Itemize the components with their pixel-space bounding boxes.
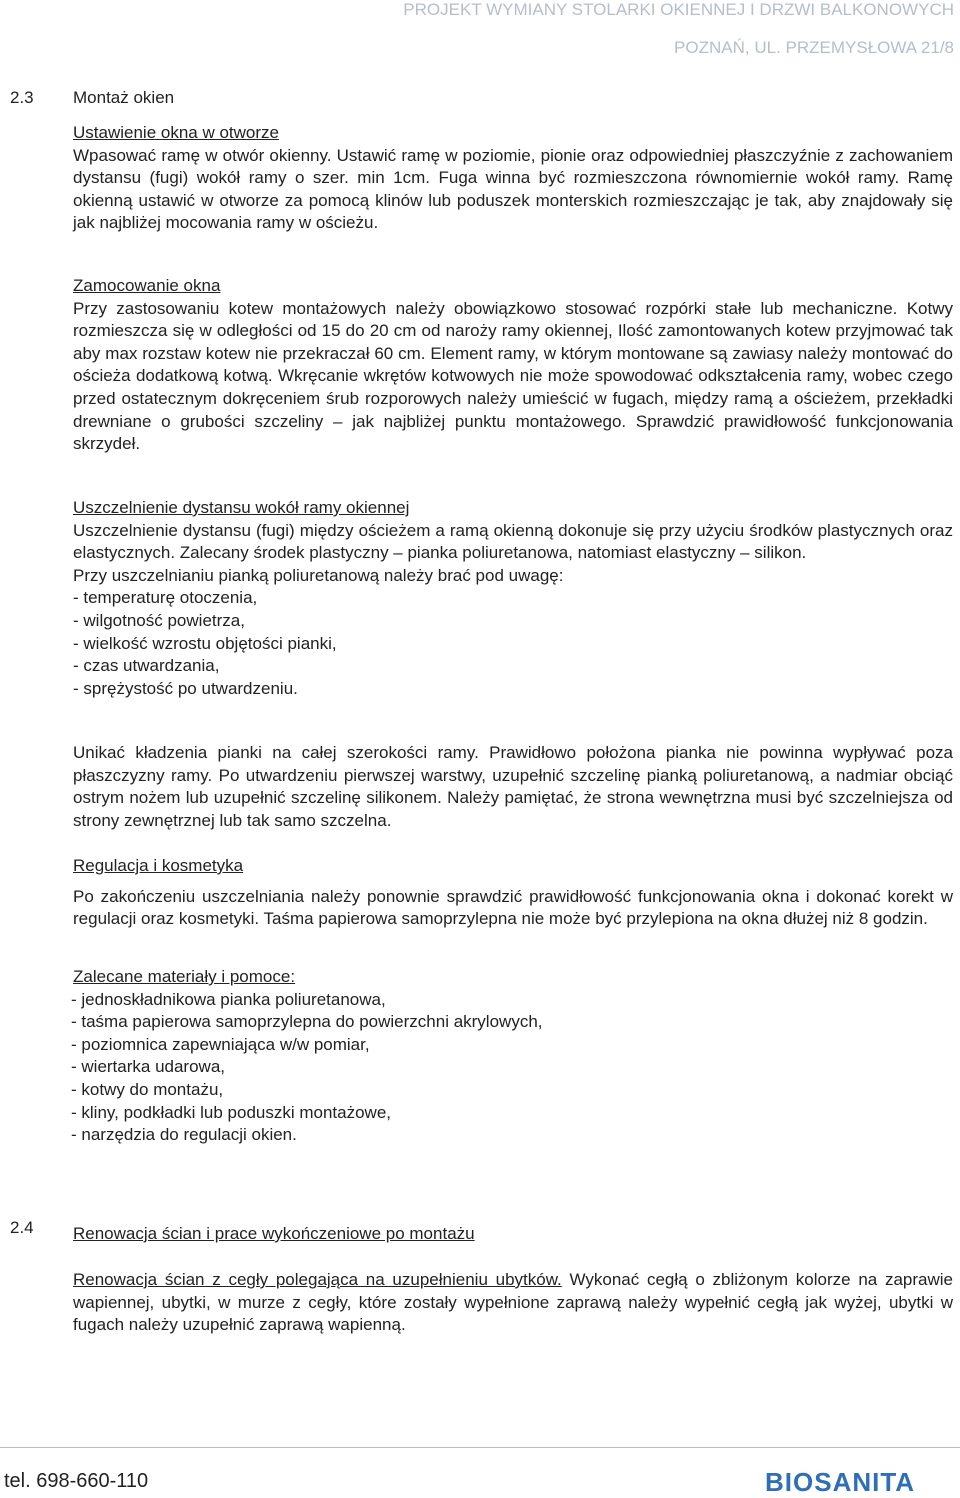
- renowacja-text: Wykonać cegłą o zbliżonym kolorze na zaprawie wapiennej, ubytki, w murze z cegły, które zostały wypełnione zaprawą należy wypełnić cegłą jak wyżej, ubytki w fugach należy uzupełnić zaprawą wapienną.: [73, 1270, 953, 1335]
- list-item: - narzędzia do regulacji okien.: [71, 1125, 297, 1145]
- list-item: - wilgotność powietrza,: [73, 610, 245, 630]
- list-item: - kliny, podkładki lub poduszki montażowe,: [71, 1102, 392, 1122]
- list-item: - wiertarka udarowa,: [71, 1057, 226, 1077]
- materialy-list: [71, 989, 951, 1147]
- biosanita-logo: [765, 1468, 915, 1496]
- ustawienie-heading: Ustawienie okna w otworze: [73, 123, 279, 142]
- uszczelnienie-text: Uszczelnienie dystansu (fugi) między ościeżem a ramą okienną dokonuje się przy użyciu środków plastycznych oraz elastycznych. Zalecany środek plastyczny – pianka poliuretanowa, natomiast elastyczny – silikon.: [73, 520, 953, 563]
- uszczelnienie-heading: Uszczelnienie dystansu wokół ramy okiennej: [73, 498, 410, 517]
- list-item: - poziomnica zapewniająca w/w pomiar,: [71, 1034, 370, 1054]
- zamocowanie-text: Przy zastosowaniu kotew montażowych należy obowiązkowo stosować rozpórki stałe lub mechaniczne. Kotwy rozmieszcza się w odległości od 15 do 20 cm od naroży ramy okiennej, Ilość zamontowanych kotew przyjmować tak aby max rozstaw kotew nie przekraczał 60 cm. Element ramy, w którym montowane są zawiasy należy montować do ościeża dodatkową kotwą. Wkręcanie wkrętów kotwowych nie może spowodować odkształcenia ramy, wobec czego przed ostatecznym dokręceniem śrub rozporowych należy umieścić w fugach, między ramą a ościeżem, przekładki drewniane o grubości szczeliny – jak najbliżej punktu montażowego. Sprawdzić prawidłowość funkcjonowania skrzydeł.: [73, 298, 953, 454]
- uszczelnienie-list: [73, 587, 953, 700]
- list-item: - temperaturę otoczenia,: [73, 588, 258, 608]
- logo-text: BIOSANITA: [765, 1466, 916, 1497]
- section-number-2-4: 2.4: [10, 1218, 34, 1237]
- footer-phone: tel. 698-660-110: [4, 1470, 149, 1492]
- regulacja-section: [73, 855, 953, 931]
- uszczelnienie-notes: [73, 742, 953, 832]
- uszczelnienie-intro: Przy uszczelnianiu pianką poliuretanową należy brać pod uwagę:: [73, 565, 564, 585]
- list-item: - czas utwardzania,: [73, 656, 220, 676]
- regulacja-heading: Regulacja i kosmetyka: [73, 856, 244, 875]
- list-item: - jednoskładnikowa pianka poliuretanowa,: [71, 989, 386, 1009]
- uszczelnienie-text2: Unikać kładzenia pianki na całej szerokości ramy. Prawidłowo położona pianka nie powinna wypływać poza płaszczyzny ramy. Po utwardzeniu pierwszej warstwy, uzupełnić szczelinę pianką poliuretanową, a nadmiar obciąć ostrym nożem lub uzupełnić szczelinę silikonem. Należy pamiętać, że strona wewnętrzna musi być szczelniejsza od strony zewnętrznej lub tak samo szczelna.: [73, 743, 953, 830]
- materialy-section: [71, 966, 951, 1147]
- ustawienie-section: [73, 122, 953, 235]
- ustawienie-text: Wpasować ramę w otwór okienny. Ustawić ramę w poziomie, pionie oraz odpowiedniej płaszczyźnie z zachowaniem dystansu (fugi) wokół ramy o szer. min 1cm. Fuga winna być rozmieszczona równomiernie wokół ramy. Ramę okienną ustawić w otworze za pomocą klinów lub poduszek monterskich rozmieszczając je tak, aby znajdowały się jak najbliżej mocowania ramy w ościeżu.: [73, 145, 953, 233]
- list-item: - taśma papierowa samoprzylepna do powierzchni akrylowych,: [71, 1012, 543, 1032]
- list-item: - sprężystość po utwardzeniu.: [73, 678, 298, 698]
- zamocowanie-heading: Zamocowanie okna: [73, 276, 221, 295]
- section-number-2-3: 2.3: [10, 88, 34, 107]
- header-project-title: PROJEKT WYMIANY STOLARKI OKIENNEJ I DRZWI BALKONOWYCH: [403, 0, 954, 19]
- header-address: POZNAŃ, UL. PRZEMYSŁOWA 21/8: [674, 38, 954, 57]
- footer-divider: [0, 1447, 960, 1448]
- section-title-montaz: Montaż okien: [73, 88, 175, 107]
- materialy-heading: Zalecane materiały i pomoce:: [73, 967, 296, 986]
- renowacja-section: [73, 1269, 953, 1337]
- regulacja-text: Po zakończeniu uszczelniania należy ponownie sprawdzić prawidłowość funkcjonowania okna i dokonać korekt w regulacji oraz kosmetyki. Taśma papierowa samoprzylepna nie może być przylepiona na okna dłużej niż 8 godzin.: [73, 886, 953, 929]
- uszczelnienie-section: [73, 497, 953, 700]
- list-item: - wielkość wzrostu objętości pianki,: [73, 633, 337, 653]
- zamocowanie-section: [73, 275, 953, 456]
- list-item: - kotwy do montażu,: [71, 1079, 224, 1099]
- section-title-renowacja: Renowacja ścian i prace wykończeniowe po montażu: [73, 1224, 475, 1243]
- renowacja-paragraph: [73, 1269, 953, 1337]
- renowacja-heading: Renowacja ścian z cegły polegająca na uzupełnieniu ubytków.: [73, 1270, 562, 1289]
